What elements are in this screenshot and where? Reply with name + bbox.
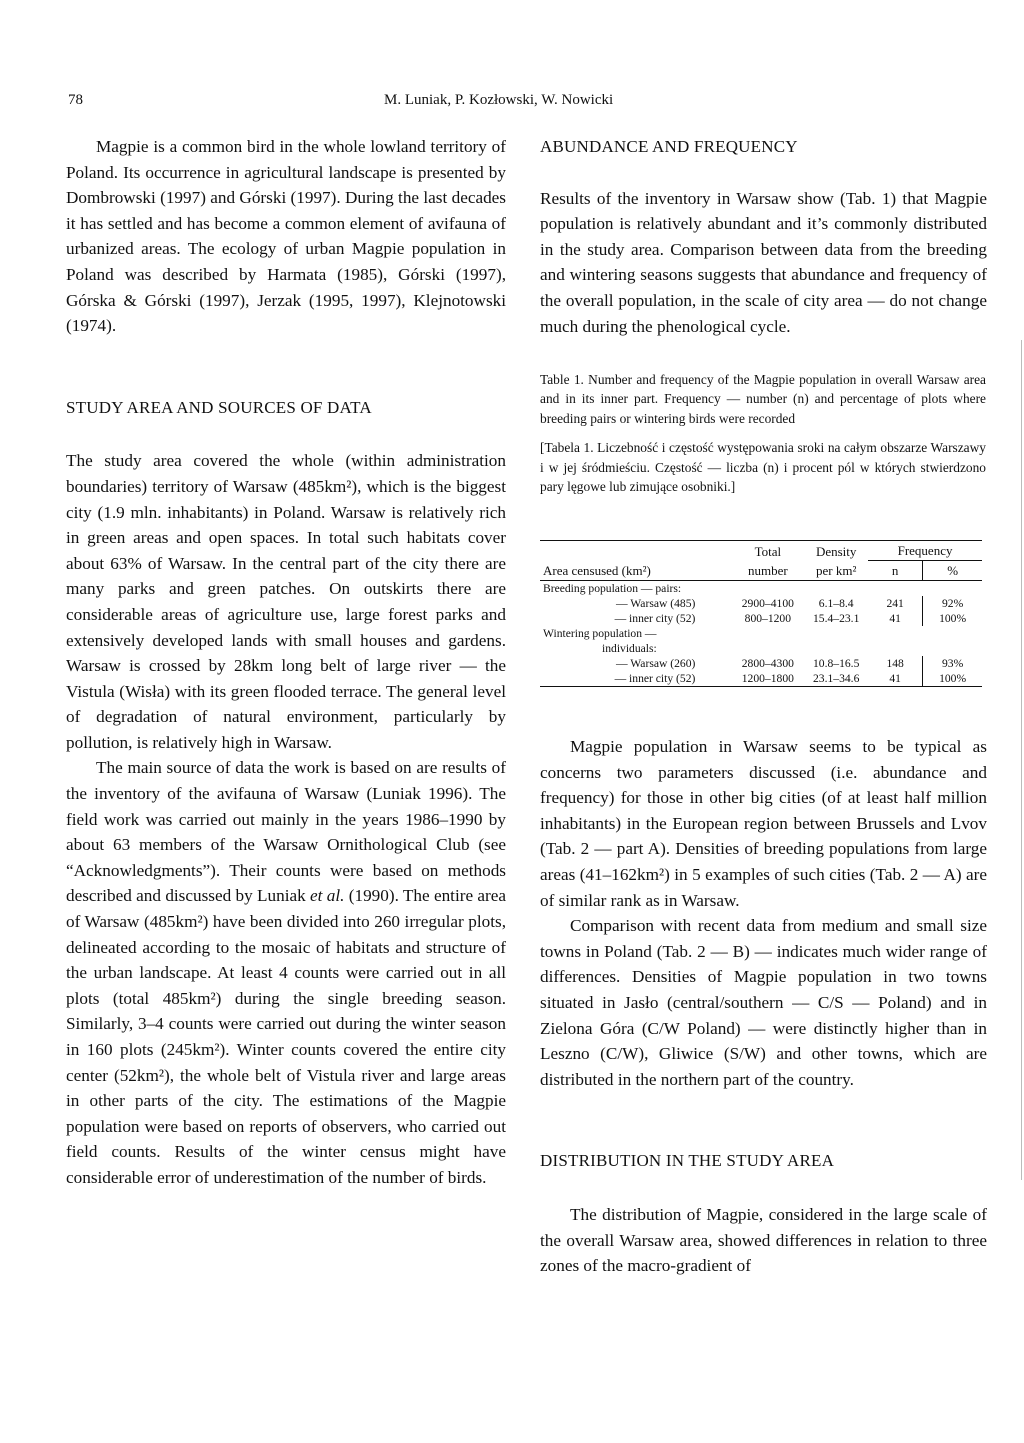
col-area: Area censused (km²)	[540, 561, 731, 581]
group-row-wintering-2	[540, 641, 982, 656]
et-al: et al.	[310, 886, 345, 906]
group-breeding-label: Breeding population — pairs:	[543, 582, 682, 595]
row-area: — inner city (52)	[540, 671, 731, 687]
row-area: — Warsaw (485)	[616, 597, 696, 610]
col-density-2: per km²	[804, 561, 868, 581]
data-sources-text-b: (1990). The entire area of Warsaw (485km²) have been divided into 260 irregular plots, delineated according to the mosaic of habitats and structure of the urban landscape. At least 4 counts were carried out in all plots (total 485km²) during the single breeding season. Similarly, 3–4 counts were carried out during the winter season in 160 plots (245km²). Winter counts covered the entire city center (52km²), the whole belt of Vistula river and large areas in other parts of the city. The estimations of the Magpie population were based on reports of observers, who carried out field counts. Results of the winter census might have considerable error of underestimation of the number of birds.	[66, 886, 507, 1187]
col-n: n	[868, 561, 923, 581]
intro-paragraph: Magpie is a common bird in the whole lowland territory of Poland. Its occurrence in agricultural landscape is presented by Dombrowski (1997) and Górski (1997). During the last decades it has settled and has become a common element of avifauna of urbanized areas. The ecology of urban Magpie population in Poland was described by Harmata (1985), Górski (1997), Górska & Górski (1997), Jerzak (1995, 1997), Klejnotowski (1974).	[66, 137, 506, 336]
col-frequency: Frequency	[868, 541, 982, 561]
page-header	[68, 92, 624, 116]
scan-edge-line	[1021, 340, 1022, 1180]
table-1-grid	[540, 540, 982, 687]
running-head-authors: M. Luniak, P. Kozłowski, W. Nowicki	[384, 92, 614, 108]
data-sources-text-a: The main source of data the work is based on are results of the inventory of the avifauna of Warsaw (Luniak 1996). The field work was carried out mainly in the years 1986–1990 by about 63 members of the Warsaw Ornithological Club (see “Acknowledgments”). Their counts were based on methods described and discussed by Luniak	[66, 758, 506, 906]
col-total-1: Total	[731, 541, 804, 561]
data-sources-paragraph	[66, 755, 506, 1190]
table-row	[540, 596, 982, 611]
table-head-row-2	[540, 561, 982, 581]
col-density-1: Density	[804, 541, 868, 561]
table-1-caption	[540, 370, 986, 496]
row-n: 241	[886, 597, 904, 610]
row-pct: 92%	[923, 596, 982, 611]
study-area-heading: STUDY AREA AND SOURCES OF DATA	[66, 397, 372, 417]
row-n: 41	[889, 612, 901, 625]
row-total: 2900–4100	[741, 597, 794, 610]
page-number: 78	[68, 92, 83, 108]
row-density: 6.1–8.4	[818, 597, 854, 610]
table-row	[540, 656, 982, 671]
row-density: 15.4–23.1	[812, 612, 860, 625]
row-area: — Warsaw (260)	[616, 657, 696, 670]
group-row-breeding	[540, 581, 982, 597]
abundance-heading: ABUNDANCE AND FREQUENCY	[540, 137, 798, 156]
row-pct: 100%	[923, 611, 982, 626]
row-density: 10.8–16.5	[812, 657, 860, 670]
comparison-paragraph: Comparison with recent data from medium and small size towns in Poland (Tab. 2 — B) — indicates much wider range of differences. Densities of Magpie population in two towns situated in Jasło (central/southern — C/S — Poland) and in Zielona Góra (C/W Poland) — were distinctly higher than in Leszno (C/W), Gliwice (S/W) and other towns, which are distributed in the northern part of the country.	[540, 916, 987, 1089]
table-1	[540, 540, 982, 687]
row-area: — inner city (52)	[614, 612, 696, 625]
group-wintering-label-2: individuals:	[602, 642, 657, 655]
table-row	[540, 611, 982, 626]
right-column-lower	[540, 734, 987, 1279]
table-row	[540, 671, 982, 687]
left-column	[66, 134, 506, 1191]
row-density: 23.1–34.6	[804, 671, 868, 687]
row-total: 800–1200	[744, 612, 792, 625]
table-1-caption-english: Table 1. Number and frequency of the Magpie population in overall Warsaw area and in its inner part. Frequency — number (n) and percentage of plots where breeding pairs or wintering birds were recorded	[540, 372, 986, 426]
table-1-caption-polish: [Tabela 1. Liczebność i częstość występowania sroki na całym obszarze Warszawy i w jej śródmieściu. Częstość — liczba (n) i procent pól w których stwierdzono pary lęgowe lub zimujące osobniki.]	[540, 440, 986, 495]
row-pct: 100%	[923, 671, 982, 687]
table-head-row-1	[540, 541, 982, 561]
typical-paragraph: Magpie population in Warsaw seems to be typical as concerns two parameters discussed (i.e. abundance and frequency) for those in other big cities (of at least half million inhabitants) in the European region between Brussels and Lvov (Tab. 2 — part A). Densities of breeding populations from large areas (41–162km²) in 5 examples of such cities (Tab. 2 — A) are of similar rank as in Warsaw.	[540, 737, 987, 910]
row-total: 2800–4300	[741, 657, 794, 670]
col-total-2: number	[731, 561, 804, 581]
abundance-paragraph: Results of the inventory in Warsaw show (Tab. 1) that Magpie population is relatively abundant and it’s commonly distributed in the study area. Comparison between data from the breeding and wintering seasons suggests that abundance and frequency of the overall population, in the scale of city area — do not change much during the phenological cycle.	[540, 188, 987, 336]
study-area-paragraph: The study area covered the whole (within administration boundaries) territory of Warsaw (485km²), which is the biggest city (1.9 mln. inhabitants) in Poland. Warsaw is relatively rich in green areas and open spaces. In total such habitats cover about 63% of Warsaw. In the central part of the city there are many parks and green patches. On outskirts there are considerable areas of agriculture use, large forest parks and extensively developed lands with small houses and gardens. Warsaw is crossed by 28km long belt of large river — the Vistula (Wisła) with its green flooded terrace. The general level of degradation of natural environment, particularly by pollution, is relatively high in Warsaw.	[66, 451, 506, 752]
group-row-wintering	[540, 626, 982, 641]
distribution-heading: DISTRIBUTION IN THE STUDY AREA	[540, 1151, 835, 1171]
row-pct: 93%	[923, 656, 982, 671]
group-wintering-label-1: Wintering population —	[543, 627, 657, 640]
distribution-paragraph: The distribution of Magpie, considered in the large scale of the overall Warsaw area, showed differences in relation to three zones of the macro-gradient of	[540, 1204, 987, 1276]
row-n: 41	[868, 671, 923, 687]
row-total: 1200–1800	[731, 671, 804, 687]
right-column	[540, 134, 987, 339]
col-pct: %	[923, 561, 982, 581]
row-n: 148	[886, 657, 904, 670]
